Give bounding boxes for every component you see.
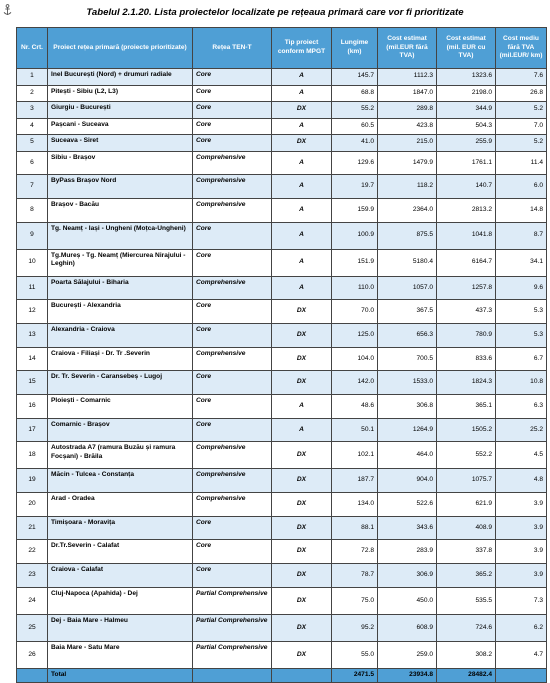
length-km-cell: 134.0 [332,493,378,517]
project-type-cell: A [272,118,332,135]
table-row [17,175,547,199]
project-type-cell: DX [272,540,332,564]
ten-t-network-cell: Core [193,118,272,135]
project-type-cell: A [272,222,332,249]
length-km-cell: 104.0 [332,347,378,371]
total-nr-cell [17,668,48,682]
cost-estimate-cell: 283.9 [378,540,437,564]
col-header-ten-t: Rețea TEN-T [193,28,272,69]
table-row [17,564,547,588]
cost-estimate-cell: 5180.4 [378,249,437,276]
avg-cost-per-km-cell: 7.3 [496,587,547,614]
project-name-cell: Măcin - Tulcea - Constanța [48,469,193,493]
ten-t-network-cell: Core [193,395,272,419]
cost-estimate-cell: 1533.0 [378,371,437,395]
avg-cost-per-km-cell: 3.9 [496,540,547,564]
table-row [17,198,547,222]
cost-estimate-cell: 656.3 [378,323,437,347]
project-name-cell: Arad - Oradea [48,493,193,517]
cost-estimate-vat-cell: 408.9 [437,516,496,540]
project-name-cell: Cluj-Napoca (Apahida) - Dej [48,587,193,614]
cost-estimate-vat-cell: 2813.2 [437,198,496,222]
cost-estimate-cell: 608.9 [378,614,437,641]
length-km-cell: 102.1 [332,442,378,469]
project-name-cell: Tg.Mureș - Tg. Neamț (Miercurea Nirajului - Leghin) [48,249,193,276]
project-type-cell: A [272,198,332,222]
cost-estimate-cell: 1847.0 [378,85,437,102]
cost-estimate-vat-cell: 535.5 [437,587,496,614]
cost-estimate-vat-cell: 780.9 [437,323,496,347]
cost-estimate-cell: 904.0 [378,469,437,493]
cost-estimate-vat-cell: 308.2 [437,641,496,668]
length-km-cell: 60.5 [332,118,378,135]
cost-estimate-vat-cell: 1075.7 [437,469,496,493]
ten-t-network-cell: Comprehensive [193,493,272,517]
table-row [17,102,547,119]
ten-t-network-cell: Comprehensive [193,175,272,199]
table-row [17,323,547,347]
avg-cost-per-km-cell: 5.2 [496,135,547,152]
row-number-cell: 17 [17,418,48,442]
project-type-cell: DX [272,564,332,588]
row-number-cell: 20 [17,493,48,517]
ten-t-network-cell: Comprehensive [193,347,272,371]
total-empty-cell [272,668,332,682]
cost-estimate-vat-cell: 365.2 [437,564,496,588]
length-km-cell: 72.8 [332,540,378,564]
row-number-cell: 21 [17,516,48,540]
table-row [17,300,547,324]
total-cost-cell: 23934.8 [378,668,437,682]
total-empty-cell [496,668,547,682]
row-number-cell: 22 [17,540,48,564]
cost-estimate-cell: 306.9 [378,564,437,588]
ten-t-network-cell: Partial Comprehensive [193,587,272,614]
avg-cost-per-km-cell: 14.8 [496,198,547,222]
ten-t-network-cell: Core [193,323,272,347]
ten-t-network-cell: Partial Comprehensive [193,641,272,668]
avg-cost-per-km-cell: 26.8 [496,85,547,102]
ten-t-network-cell: Comprehensive [193,151,272,175]
total-label-cell: Total [48,668,193,682]
length-km-cell: 19.7 [332,175,378,199]
cost-estimate-cell: 450.0 [378,587,437,614]
cost-estimate-cell: 367.5 [378,300,437,324]
cost-estimate-cell: 306.8 [378,395,437,419]
table-row [17,135,547,152]
avg-cost-per-km-cell: 6.7 [496,347,547,371]
project-type-cell: DX [272,135,332,152]
project-name-cell: Dr. Tr. Severin - Caransebeș - Lugoj [48,371,193,395]
table-row [17,151,547,175]
length-km-cell: 50.1 [332,418,378,442]
cost-estimate-vat-cell: 255.9 [437,135,496,152]
projects-table [16,27,547,683]
ten-t-network-cell: Core [193,85,272,102]
cost-estimate-vat-cell: 6164.7 [437,249,496,276]
project-name-cell: Alexandria - Craiova [48,323,193,347]
project-type-cell: DX [272,442,332,469]
row-number-cell: 7 [17,175,48,199]
length-km-cell: 125.0 [332,323,378,347]
length-km-cell: 159.9 [332,198,378,222]
cost-estimate-vat-cell: 552.2 [437,442,496,469]
row-number-cell: 13 [17,323,48,347]
row-number-cell: 26 [17,641,48,668]
cost-estimate-cell: 875.5 [378,222,437,249]
ten-t-network-cell: Core [193,69,272,86]
cost-estimate-vat-cell: 437.3 [437,300,496,324]
cost-estimate-cell: 1057.0 [378,276,437,300]
length-km-cell: 48.6 [332,395,378,419]
project-type-cell: DX [272,102,332,119]
row-number-cell: 1 [17,69,48,86]
row-number-cell: 11 [17,276,48,300]
ten-t-network-cell: Partial Comprehensive [193,614,272,641]
length-km-cell: 100.9 [332,222,378,249]
col-header-avg-cost: Cost mediu fără TVA (mil.EUR/ km) [496,28,547,69]
cost-estimate-vat-cell: 2198.0 [437,85,496,102]
avg-cost-per-km-cell: 5.3 [496,300,547,324]
table-body [17,69,547,683]
project-type-cell: DX [272,516,332,540]
project-type-cell: DX [272,371,332,395]
project-type-cell: A [272,276,332,300]
project-type-cell: DX [272,347,332,371]
table-row [17,540,547,564]
table-row [17,641,547,668]
avg-cost-per-km-cell: 11.4 [496,151,547,175]
avg-cost-per-km-cell: 4.8 [496,469,547,493]
ten-t-network-cell: Core [193,300,272,324]
project-name-cell: Suceava - Siret [48,135,193,152]
cost-estimate-vat-cell: 1505.2 [437,418,496,442]
total-empty-cell [193,668,272,682]
cost-estimate-vat-cell: 833.6 [437,347,496,371]
project-type-cell: A [272,175,332,199]
project-type-cell: A [272,85,332,102]
table-row [17,249,547,276]
cost-estimate-vat-cell: 1041.8 [437,222,496,249]
ten-t-network-cell: Core [193,418,272,442]
project-name-cell: Brașov - Bacău [48,198,193,222]
cost-estimate-vat-cell: 365.1 [437,395,496,419]
col-header-length: Lungime (km) [332,28,378,69]
cost-estimate-vat-cell: 1323.6 [437,69,496,86]
project-type-cell: DX [272,493,332,517]
row-number-cell: 3 [17,102,48,119]
cost-estimate-vat-cell: 1824.3 [437,371,496,395]
project-name-cell: Dej - Baia Mare - Halmeu [48,614,193,641]
project-type-cell: A [272,249,332,276]
row-number-cell: 12 [17,300,48,324]
project-name-cell: Sibiu - Brașov [48,151,193,175]
avg-cost-per-km-cell: 6.3 [496,395,547,419]
row-number-cell: 24 [17,587,48,614]
length-km-cell: 88.1 [332,516,378,540]
col-header-cost-vat: Cost estimat (mil. EUR cu TVA) [437,28,496,69]
avg-cost-per-km-cell: 7.0 [496,118,547,135]
cost-estimate-cell: 259.0 [378,641,437,668]
project-name-cell: Poarta Sălajului - Biharia [48,276,193,300]
project-type-cell: DX [272,641,332,668]
table-row [17,371,547,395]
row-number-cell: 14 [17,347,48,371]
cost-estimate-vat-cell: 621.9 [437,493,496,517]
project-name-cell: Tg. Neamț - Iași - Ungheni (Moțca-Ungheni) [48,222,193,249]
row-number-cell: 23 [17,564,48,588]
table-row [17,118,547,135]
table-row [17,395,547,419]
ten-t-network-cell: Core [193,516,272,540]
table-row [17,614,547,641]
total-length-cell: 2471.5 [332,668,378,682]
row-number-cell: 16 [17,395,48,419]
table-row [17,442,547,469]
project-name-cell: Dr.Tr.Severin - Calafat [48,540,193,564]
cost-estimate-cell: 2364.0 [378,198,437,222]
cost-estimate-cell: 289.8 [378,102,437,119]
cost-estimate-cell: 1479.9 [378,151,437,175]
row-number-cell: 6 [17,151,48,175]
project-name-cell: Timișoara - Moravița [48,516,193,540]
cost-estimate-vat-cell: 344.9 [437,102,496,119]
length-km-cell: 145.7 [332,69,378,86]
cost-estimate-cell: 522.6 [378,493,437,517]
row-number-cell: 9 [17,222,48,249]
length-km-cell: 129.6 [332,151,378,175]
avg-cost-per-km-cell: 10.8 [496,371,547,395]
cost-estimate-cell: 464.0 [378,442,437,469]
avg-cost-per-km-cell: 3.9 [496,516,547,540]
cost-estimate-cell: 700.5 [378,347,437,371]
avg-cost-per-km-cell: 34.1 [496,249,547,276]
project-type-cell: A [272,395,332,419]
avg-cost-per-km-cell: 6.0 [496,175,547,199]
ten-t-network-cell: Core [193,102,272,119]
project-type-cell: DX [272,614,332,641]
cost-estimate-vat-cell: 337.8 [437,540,496,564]
project-type-cell: A [272,418,332,442]
length-km-cell: 187.7 [332,469,378,493]
avg-cost-per-km-cell: 7.6 [496,69,547,86]
project-name-cell: Baia Mare - Satu Mare [48,641,193,668]
row-number-cell: 10 [17,249,48,276]
cost-estimate-vat-cell: 724.6 [437,614,496,641]
total-row [17,668,547,682]
table-row [17,587,547,614]
ten-t-network-cell: Comprehensive [193,469,272,493]
total-cost-vat-cell: 28482.4 [437,668,496,682]
row-number-cell: 2 [17,85,48,102]
cost-estimate-cell: 1112.3 [378,69,437,86]
length-km-cell: 78.7 [332,564,378,588]
length-km-cell: 68.8 [332,85,378,102]
table-row [17,469,547,493]
avg-cost-per-km-cell: 25.2 [496,418,547,442]
length-km-cell: 95.2 [332,614,378,641]
cost-estimate-vat-cell: 140.7 [437,175,496,199]
project-name-cell: Comarnic - Brașov [48,418,193,442]
cost-estimate-cell: 118.2 [378,175,437,199]
col-header-nr: Nr. Crt. [17,28,48,69]
project-type-cell: DX [272,587,332,614]
row-number-cell: 5 [17,135,48,152]
header-row [17,28,547,69]
cost-estimate-cell: 215.0 [378,135,437,152]
avg-cost-per-km-cell: 8.7 [496,222,547,249]
ten-t-network-cell: Core [193,222,272,249]
table-row [17,418,547,442]
row-number-cell: 15 [17,371,48,395]
ten-t-network-cell: Core [193,564,272,588]
project-type-cell: DX [272,300,332,324]
project-name-cell: ByPass Brașov Nord [48,175,193,199]
ten-t-network-cell: Comprehensive [193,198,272,222]
row-number-cell: 8 [17,198,48,222]
project-name-cell: Craiova - Filiași - Dr. Tr .Severin [48,347,193,371]
table-row [17,69,547,86]
col-header-cost: Cost estimat (mil.EUR fără TVA) [378,28,437,69]
table-row [17,276,547,300]
length-km-cell: 41.0 [332,135,378,152]
project-name-cell: Autostrada A7 (ramura Buzău și ramura Focșani) - Brăila [48,442,193,469]
col-header-project: Proiect rețea primară (proiecte prioritizate) [48,28,193,69]
ten-t-network-cell: Core [193,249,272,276]
cost-estimate-vat-cell: 1761.1 [437,151,496,175]
avg-cost-per-km-cell: 5.3 [496,323,547,347]
project-name-cell: Pitești - Sibiu (L2, L3) [48,85,193,102]
length-km-cell: 55.0 [332,641,378,668]
avg-cost-per-km-cell: 3.9 [496,564,547,588]
length-km-cell: 142.0 [332,371,378,395]
length-km-cell: 75.0 [332,587,378,614]
project-name-cell: Craiova - Calafat [48,564,193,588]
project-name-cell: Ploiești - Comarnic [48,395,193,419]
project-type-cell: A [272,69,332,86]
ten-t-network-cell: Core [193,135,272,152]
avg-cost-per-km-cell: 6.2 [496,614,547,641]
project-type-cell: DX [272,323,332,347]
length-km-cell: 110.0 [332,276,378,300]
length-km-cell: 55.2 [332,102,378,119]
table-row [17,516,547,540]
ten-t-network-cell: Comprehensive [193,276,272,300]
avg-cost-per-km-cell: 4.5 [496,442,547,469]
avg-cost-per-km-cell: 3.9 [496,493,547,517]
project-type-cell: DX [272,469,332,493]
avg-cost-per-km-cell: 5.2 [496,102,547,119]
project-name-cell: Pașcani - Suceava [48,118,193,135]
length-km-cell: 151.9 [332,249,378,276]
col-header-type: Tip proiect conform MPGT [272,28,332,69]
project-name-cell: Inel București (Nord) + drumuri radiale [48,69,193,86]
cost-estimate-vat-cell: 504.3 [437,118,496,135]
avg-cost-per-km-cell: 9.6 [496,276,547,300]
ten-t-network-cell: Core [193,371,272,395]
table-row [17,493,547,517]
project-name-cell: București - Alexandria [48,300,193,324]
row-number-cell: 25 [17,614,48,641]
cost-estimate-cell: 423.8 [378,118,437,135]
table-row [17,222,547,249]
ten-t-network-cell: Comprehensive [193,442,272,469]
row-number-cell: 19 [17,469,48,493]
avg-cost-per-km-cell: 4.7 [496,641,547,668]
table-row [17,85,547,102]
project-type-cell: A [272,151,332,175]
row-number-cell: 4 [17,118,48,135]
cost-estimate-cell: 1264.9 [378,418,437,442]
table-row [17,347,547,371]
length-km-cell: 70.0 [332,300,378,324]
cost-estimate-cell: 343.6 [378,516,437,540]
project-name-cell: Giurgiu - București [48,102,193,119]
ten-t-network-cell: Core [193,540,272,564]
table-caption: Tabelul 2.1.20. Lista proiectelor localizate pe rețeaua primară care vor fi prioritizate [86,7,464,18]
cost-estimate-vat-cell: 1257.8 [437,276,496,300]
row-number-cell: 18 [17,442,48,469]
